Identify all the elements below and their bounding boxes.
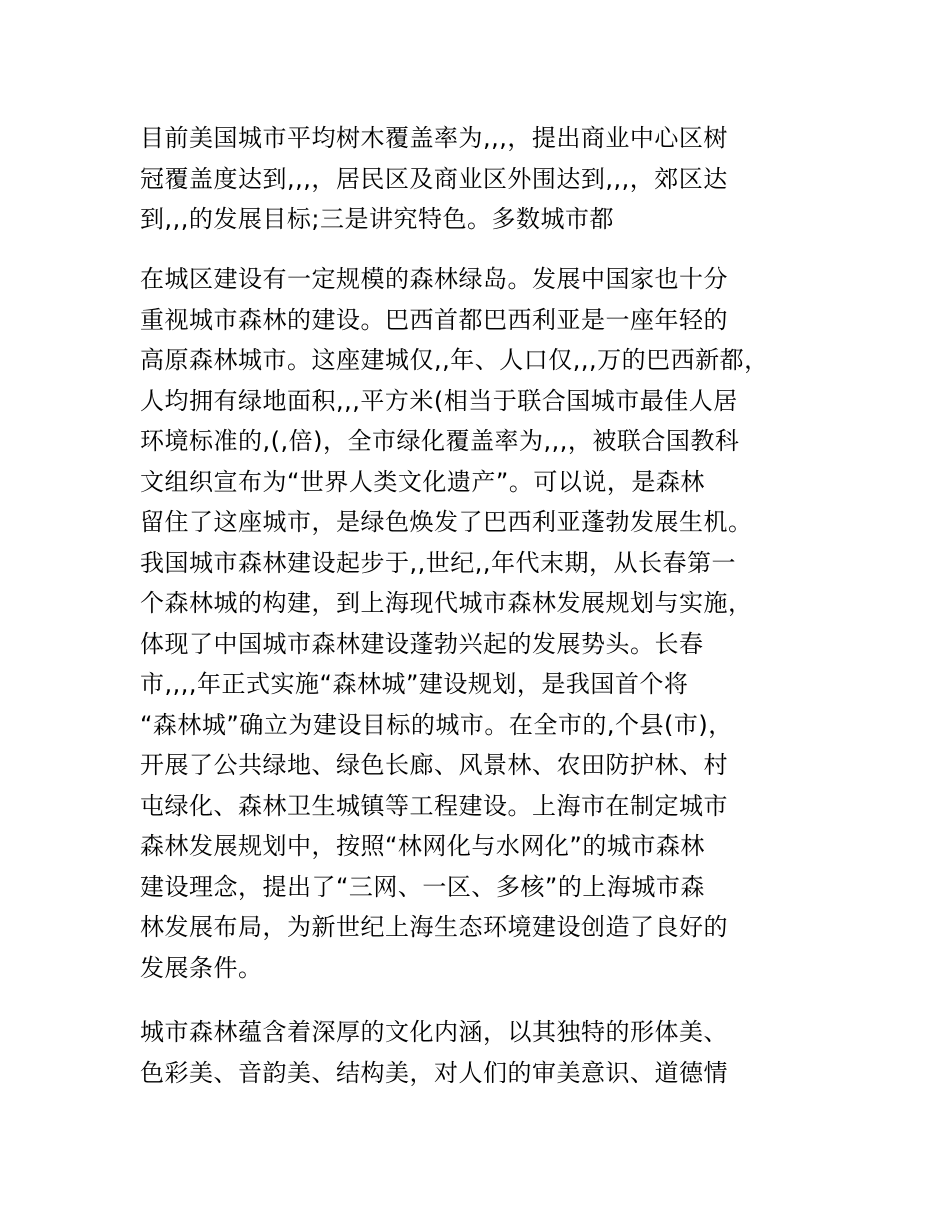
paragraph-2: [140, 259, 860, 988]
text-line: 留住了这座城市，是绿色焕发了巴西利亚蓬勃发展生机。: [140, 508, 753, 536]
text-line: 目前美国城市平均树木覆盖率为,,,，提出商业中心区树: [140, 124, 728, 152]
text-line: “森林城”确立为建设目标的城市。在全市的,个县(市)，: [140, 710, 733, 739]
text-line: 市,,,,年正式实施“森林城”建设规划，是我国首个将: [140, 670, 689, 698]
text-line: 城市森林蕴含着深厚的文化内涵，以其独特的形体美、: [140, 1018, 728, 1046]
text-line: 高原森林城市。这座建城仅,,年、人口仅,,,万的巴西新都，: [140, 346, 769, 374]
text-line: 文组织宣布为“世界人类文化遗产”。可以说，是森林: [140, 467, 705, 496]
paragraph-3: [140, 1012, 860, 1093]
text-line: 森林发展规划中，按照“林网化与水网化”的城市森林: [140, 832, 705, 860]
text-line: 屯绿化、森林卫生城镇等工程建设。上海市在制定城市: [140, 791, 728, 820]
text-line: 个森林城的构建，到上海现代城市森林发展规划与实施，: [140, 589, 753, 617]
text-line: 体现了中国城市森林建设蓬勃兴起的发展势头。长春: [140, 629, 704, 658]
text-line: 发展条件。: [140, 953, 263, 982]
text-line: 开展了公共绿地、绿色长廊、风景林、农田防护林、村: [140, 751, 728, 779]
paragraph-1: [140, 118, 860, 240]
text-line: 人均拥有绿地面积,,,平方米(相当于联合国城市最佳人居: [140, 386, 738, 415]
text-line: 色彩美、音韵美、结构美，对人们的审美意识、道德情: [140, 1058, 728, 1087]
text-line: 冠覆盖度达到,,,，居民区及商业区外围达到,,,，郊区达: [140, 164, 728, 193]
text-line: 我国城市森林建设起步于,,世纪,,年代末期，从长春第一: [140, 548, 737, 577]
text-line: 林发展布局，为新世纪上海生态环境建设创造了良好的: [140, 913, 728, 941]
text-line: 建设理念，提出了“三网、一区、多核”的上海城市森: [140, 872, 705, 901]
text-line: 环境标准的,(,倍)，全市绿化覆盖率为,,,，被联合国教科: [140, 427, 740, 455]
text-line: 在城区建设有一定规模的森林绿岛。发展中国家也十分: [140, 265, 728, 293]
text-line: 重视城市森林的建设。巴西首都巴西利亚是一座年轻的: [140, 305, 728, 334]
text-line: 到,,,的发展目标;三是讲究特色。多数城市都: [140, 205, 614, 233]
